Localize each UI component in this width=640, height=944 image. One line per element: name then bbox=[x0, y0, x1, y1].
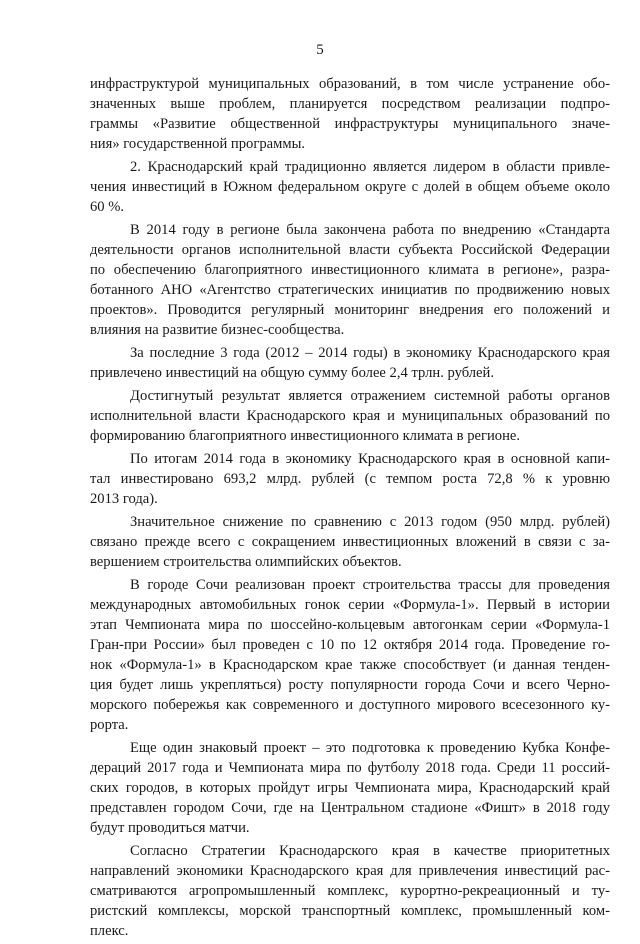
text-line: Значительное снижение по сравнению с 2013 годом (950 млрд. рублей) bbox=[130, 514, 610, 530]
text-line: морского побережья как современного и доступного мирового всесезонного ку- bbox=[90, 697, 610, 713]
text-line: В городе Сочи реализован проект строительства трассы для проведения bbox=[130, 577, 610, 593]
text-line: сматриваются агропромышленный комплекс, курортно-рекреационный и ту- bbox=[90, 883, 610, 899]
text-line: чения инвестиций в Южном федеральном округе с долей в общем объеме около bbox=[90, 179, 610, 195]
paragraph bbox=[90, 74, 610, 154]
document-body bbox=[90, 74, 610, 944]
text-line: В 2014 году в регионе была закончена работа по внедрению «Стандарта bbox=[130, 222, 610, 238]
text-line: направлений экономики Краснодарского края для привлечения инвестиций рас- bbox=[90, 863, 610, 879]
text-line: деятельности органов исполнительной власти субъекта Российской Федерации bbox=[90, 242, 610, 258]
text-line: дераций 2017 года и Чемпионата мира по футболу 2018 года. Среди 11 россий- bbox=[90, 760, 610, 776]
text-line: представлен городом Сочи, где на Центральном стадионе «Фишт» в 2018 году bbox=[90, 800, 610, 816]
paragraph bbox=[90, 449, 610, 509]
text-line: связано прежде всего с сокращением инвестиционных вложений в связи с за- bbox=[90, 534, 610, 550]
text-line: инфраструктурой муниципальных образований, в том числе устранение обо- bbox=[90, 76, 610, 92]
paragraph bbox=[90, 343, 610, 383]
text-line: ция будет лишь укрепляться) росту популярности города Сочи и всего Черно- bbox=[90, 677, 610, 693]
text-line: формированию благоприятного инвестиционного климата в регионе. bbox=[90, 428, 521, 444]
text-line: проектов». Проводится регулярный мониторинг внедрения его положений и bbox=[90, 302, 610, 318]
paragraph bbox=[90, 386, 610, 446]
text-line: рорта. bbox=[90, 717, 129, 733]
paragraph bbox=[90, 512, 610, 572]
text-line: будут проводиться матчи. bbox=[90, 820, 250, 836]
text-line: международных автомобильных гонок серии «Формула-1». Первый в истории bbox=[90, 597, 610, 613]
text-line: плекс. bbox=[90, 923, 129, 939]
text-line: по обеспечению благоприятного инвестиционного климата в регионе», разра- bbox=[90, 262, 610, 278]
text-line: Согласно Стратегии Краснодарского края в качестве приоритетных bbox=[130, 843, 610, 859]
text-line: тал инвестировано 693,2 млрд. рублей (с темпом роста 72,8 % к уровню bbox=[90, 471, 610, 487]
text-line: 2. Краснодарский край традиционно является лидером в области привле- bbox=[130, 159, 610, 175]
text-line: вершением строительства олимпийских объектов. bbox=[90, 554, 402, 570]
text-line: этап Чемпионата мира по шоссейно-кольцевым автогонкам серии «Формула-1 bbox=[90, 617, 610, 633]
text-line: Гран-при России» был проведен с 10 по 12 октября 2014 года. Проведение го- bbox=[90, 637, 610, 653]
text-line: нок «Формула-1» в Краснодарском крае также способствует (и данная тенден- bbox=[90, 657, 610, 673]
text-line: влияния на развитие бизнес-сообщества. bbox=[90, 322, 345, 338]
text-line: граммы «Развитие общественной инфраструктуры муниципального значе- bbox=[90, 116, 610, 132]
paragraph bbox=[90, 575, 610, 735]
text-line: привлечено инвестиций на общую сумму более 2,4 трлн. рублей. bbox=[90, 365, 494, 381]
text-line: Еще один знаковый проект – это подготовка к проведению Кубка Конфе- bbox=[130, 740, 610, 756]
paragraph bbox=[90, 841, 610, 941]
text-line: значенных выше проблем, планируется посредством реализации подпро- bbox=[90, 96, 610, 112]
paragraph bbox=[90, 738, 610, 838]
text-line: 2013 года). bbox=[90, 491, 158, 507]
text-line: За последние 3 года (2012 – 2014 годы) в экономику Краснодарского края bbox=[130, 345, 610, 361]
text-line: ботанного АНО «Агентство стратегических инициатив по продвижению новых bbox=[90, 282, 610, 298]
text-line: По итогам 2014 года в экономику Краснодарского края в основной капи- bbox=[130, 451, 610, 467]
text-line: Достигнутый результат является отражением системной работы органов bbox=[130, 388, 610, 404]
paragraph bbox=[90, 220, 610, 340]
text-line: ских городов, в которых пройдут игры Чемпионата мира, Краснодарский край bbox=[90, 780, 610, 796]
text-line: исполнительной власти Краснодарского края и муниципальных образований по bbox=[90, 408, 610, 424]
text-line: 60 %. bbox=[90, 199, 125, 215]
text-line: ристский комплексы, морской транспортный комплекс, промышленный ком- bbox=[90, 903, 610, 919]
page-number: 5 bbox=[316, 42, 324, 58]
paragraph bbox=[90, 157, 610, 217]
text-line: ния» государственной программы. bbox=[90, 136, 306, 152]
